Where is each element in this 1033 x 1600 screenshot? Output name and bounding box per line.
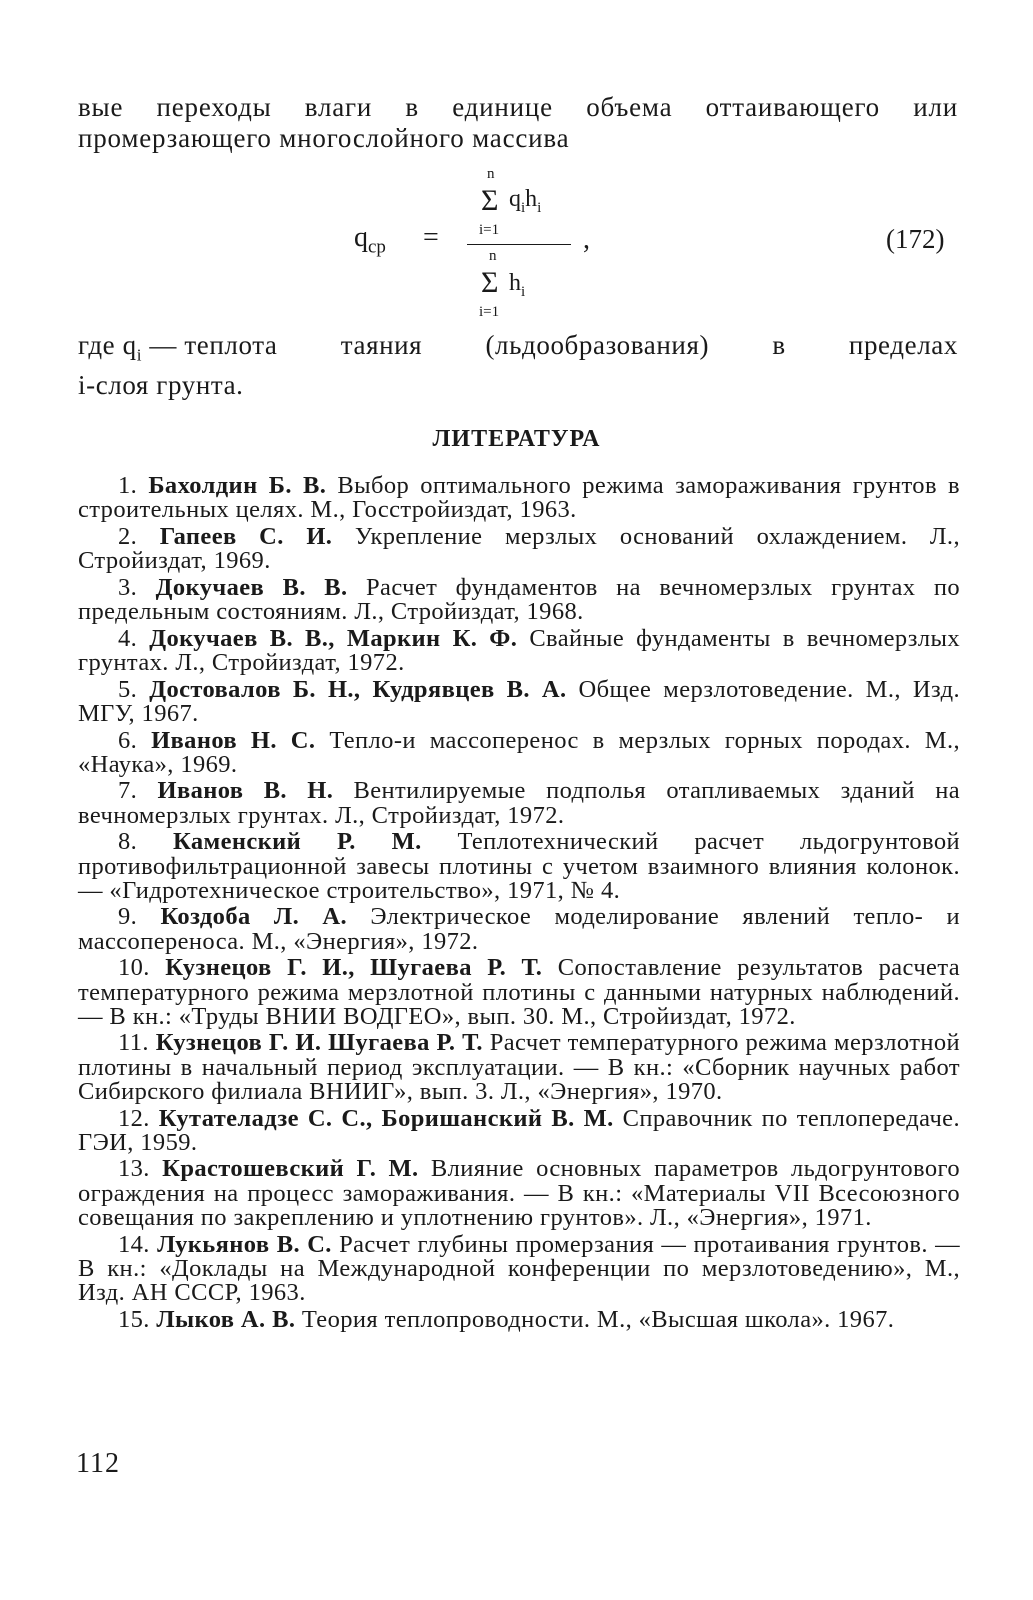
reference-text: Тепло-и массоперенос в мерзлых горных породах. М., «Наука», 1969. (78, 726, 961, 778)
explanation-part-1 (78, 330, 278, 370)
reference-item (78, 905, 960, 953)
reference-number: 7. (118, 777, 138, 805)
reference-text: Вентилируемые подполья отапливаемых зданий на вечномерзлых грунтах. Л., Стройиздат, 1972. (78, 777, 960, 829)
formula-172 (0, 160, 1033, 330)
reference-authors: Иванов Н. С. (151, 726, 316, 754)
reference-text: Расчет фундаментов на вечномерзлых грунтах по предельным состояниям. Л., Стройиздат, 1968. (78, 573, 960, 626)
reference-number: 2. (118, 522, 138, 550)
numerator-sum-sign: Σ (481, 184, 499, 217)
reference-authors: Иванов В. Н. (157, 777, 334, 805)
numerator-q-subscript: i (521, 199, 526, 216)
reference-authors: Гапеев С. И. (159, 522, 333, 550)
formula-lhs-symbol: q (354, 222, 368, 253)
explanation-part-2: таяния (340, 330, 423, 360)
reference-text: Выбор оптимального режима замораживания грунтов в строительных целях. М., Госстройиздат, 1963. (78, 472, 961, 524)
reference-authors: Докучаев В. В. (155, 573, 348, 601)
reference-number: 8. (118, 828, 138, 856)
intro-paragraph: вые переходы влаги в единице объема оттаивающего или промерзающего многослойного массива (78, 92, 958, 153)
numerator-h-subscript: i (537, 199, 542, 216)
reference-text: Электрическое моделирование явлений тепло- и массопереноса. М., «Энергия», 1972. (78, 903, 960, 955)
reference-item (78, 1104, 960, 1156)
formula-lhs-subscript: ср (368, 236, 386, 258)
explanation-part-5: пределах (848, 330, 958, 360)
reference-authors: Каменский Р. М. (172, 828, 422, 856)
reference-item (78, 956, 960, 1029)
reference-text: Укрепление мерзлых оснований охлаждением. Л., Стройиздат, 1969. (78, 522, 960, 575)
denominator-h-subscript: i (521, 283, 526, 300)
reference-authors: Достовалов Б. Н., Кудрявцев В. А. (149, 675, 567, 703)
explanation-part-4: в (772, 330, 786, 360)
reference-authors: Лыков А. В. (156, 1305, 296, 1333)
explanation-heat: — теплота (149, 330, 278, 360)
reference-item (78, 522, 960, 575)
reference-number: 6. (118, 726, 138, 754)
reference-text: Расчет температурного режима мерзлотной плотины в начальный период эксплуатации. — В кн.: «Сборник научных работ Сибирского филиала ВНИИГ», вып. 3. Л., «Энергия», 1970. (78, 1029, 960, 1105)
reference-item (78, 726, 961, 778)
numerator-q: q (509, 186, 521, 212)
reference-text: Влияние основных параметров льдогрунтового ограждения на процесс замораживания. — В кн.: «Материалы VII Всесоюзного совещания по закреплению и уплотнению грунтов». Л., «Энергия», 1971. (78, 1155, 960, 1231)
denominator-lower-limit: i=1 (479, 304, 500, 320)
reference-authors: Кутателадзе С. С., Боришанский В. М. (158, 1104, 614, 1132)
formula-comma: , (583, 224, 590, 255)
formula-fraction (467, 160, 577, 330)
formula-lhs (354, 222, 386, 259)
reference-number: 11. (118, 1029, 149, 1057)
reference-text: Теория теплопроводности. М., «Высшая школа». 1967. (301, 1305, 895, 1333)
reference-number: 3. (118, 573, 138, 601)
explanation-q-subscript: i (136, 345, 143, 365)
denominator-term (509, 270, 525, 301)
reference-number: 15. (118, 1305, 150, 1333)
reference-authors: Бахолдин Б. В. (148, 472, 327, 499)
reference-item (78, 779, 960, 827)
reference-item (78, 830, 960, 903)
reference-item (78, 1157, 960, 1230)
reference-number: 9. (118, 903, 138, 931)
reference-authors: Коздоба Л. А. (160, 903, 348, 931)
denominator-upper-limit: n (489, 248, 497, 264)
reference-item (78, 675, 960, 727)
reference-number: 1. (118, 472, 138, 499)
explanation-where-q: где q (78, 330, 137, 360)
reference-authors: Крастошевский Г. М. (162, 1155, 419, 1183)
section-heading: ЛИТЕРАТУРА (432, 426, 601, 452)
reference-number: 10. (118, 954, 150, 982)
reference-item (78, 474, 960, 522)
reference-authors: Докучаев В. В., Маркин К. Ф. (149, 624, 518, 652)
page-number: 112 (76, 1448, 120, 1479)
reference-item (78, 1031, 960, 1104)
equation-number: (172) (886, 224, 945, 254)
reference-item (78, 624, 961, 676)
reference-authors: Кузнецов Г. И. Шугаева Р. Т. (155, 1029, 483, 1057)
denominator-h: h (509, 270, 521, 296)
reference-authors: Кузнецов Г. И., Шугаева Р. Т. (165, 954, 543, 982)
reference-list (78, 474, 960, 1334)
reference-number: 12. (118, 1104, 150, 1132)
reference-number: 4. (118, 624, 138, 652)
reference-authors: Лукьянов В. С. (157, 1230, 332, 1258)
numerator-h: h (525, 186, 538, 212)
explanation-part-3: (льдообразования) (485, 330, 710, 360)
explanation-line-1 (78, 330, 958, 370)
reference-text: Теплотехнический расчет льдогрунтовой противофильтрационной завесы плотины с учетом взаимного влияния колонок. — «Гидротехническое строительство», 1971, № 4. (78, 828, 960, 904)
explanation-line-2: i-слоя грунта. (78, 370, 244, 401)
reference-text: Справочник по теплопередаче. ГЭИ, 1959. (78, 1104, 960, 1156)
reference-item (78, 573, 960, 626)
reference-text: Сопоставление результатов расчета температурного режима мерзлотной плотины с данными натурных наблюдений. — В кн.: «Труды ВНИИ ВОДГЕО», вып. 30. М., Стройиздат, 1972. (78, 954, 961, 1030)
fraction-bar (467, 244, 571, 245)
reference-text: Расчет глубины промерзания — протаивания грунтов. — В кн.: «Доклады на Международной конференции по мерзлотоведению», М., Изд. АН СССР, 1963. (78, 1230, 961, 1306)
numerator-term (509, 186, 541, 217)
reference-number: 5. (118, 675, 138, 703)
formula-explanation (78, 330, 958, 401)
reference-text: Свайные фундаменты в вечномерзлых грунтах. Л., Стройиздат, 1972. (78, 624, 961, 676)
denominator-sum-sign: Σ (481, 266, 499, 299)
reference-number: 13. (118, 1155, 150, 1183)
reference-number: 14. (118, 1230, 150, 1258)
reference-item (78, 1305, 960, 1333)
numerator-lower-limit: i=1 (479, 222, 500, 238)
reference-item (78, 1230, 961, 1306)
numerator-upper-limit: n (487, 166, 495, 182)
reference-text: Общее мерзлотоведение. М., Изд. МГУ, 1967. (78, 675, 960, 727)
formula-equals: = (423, 222, 439, 253)
